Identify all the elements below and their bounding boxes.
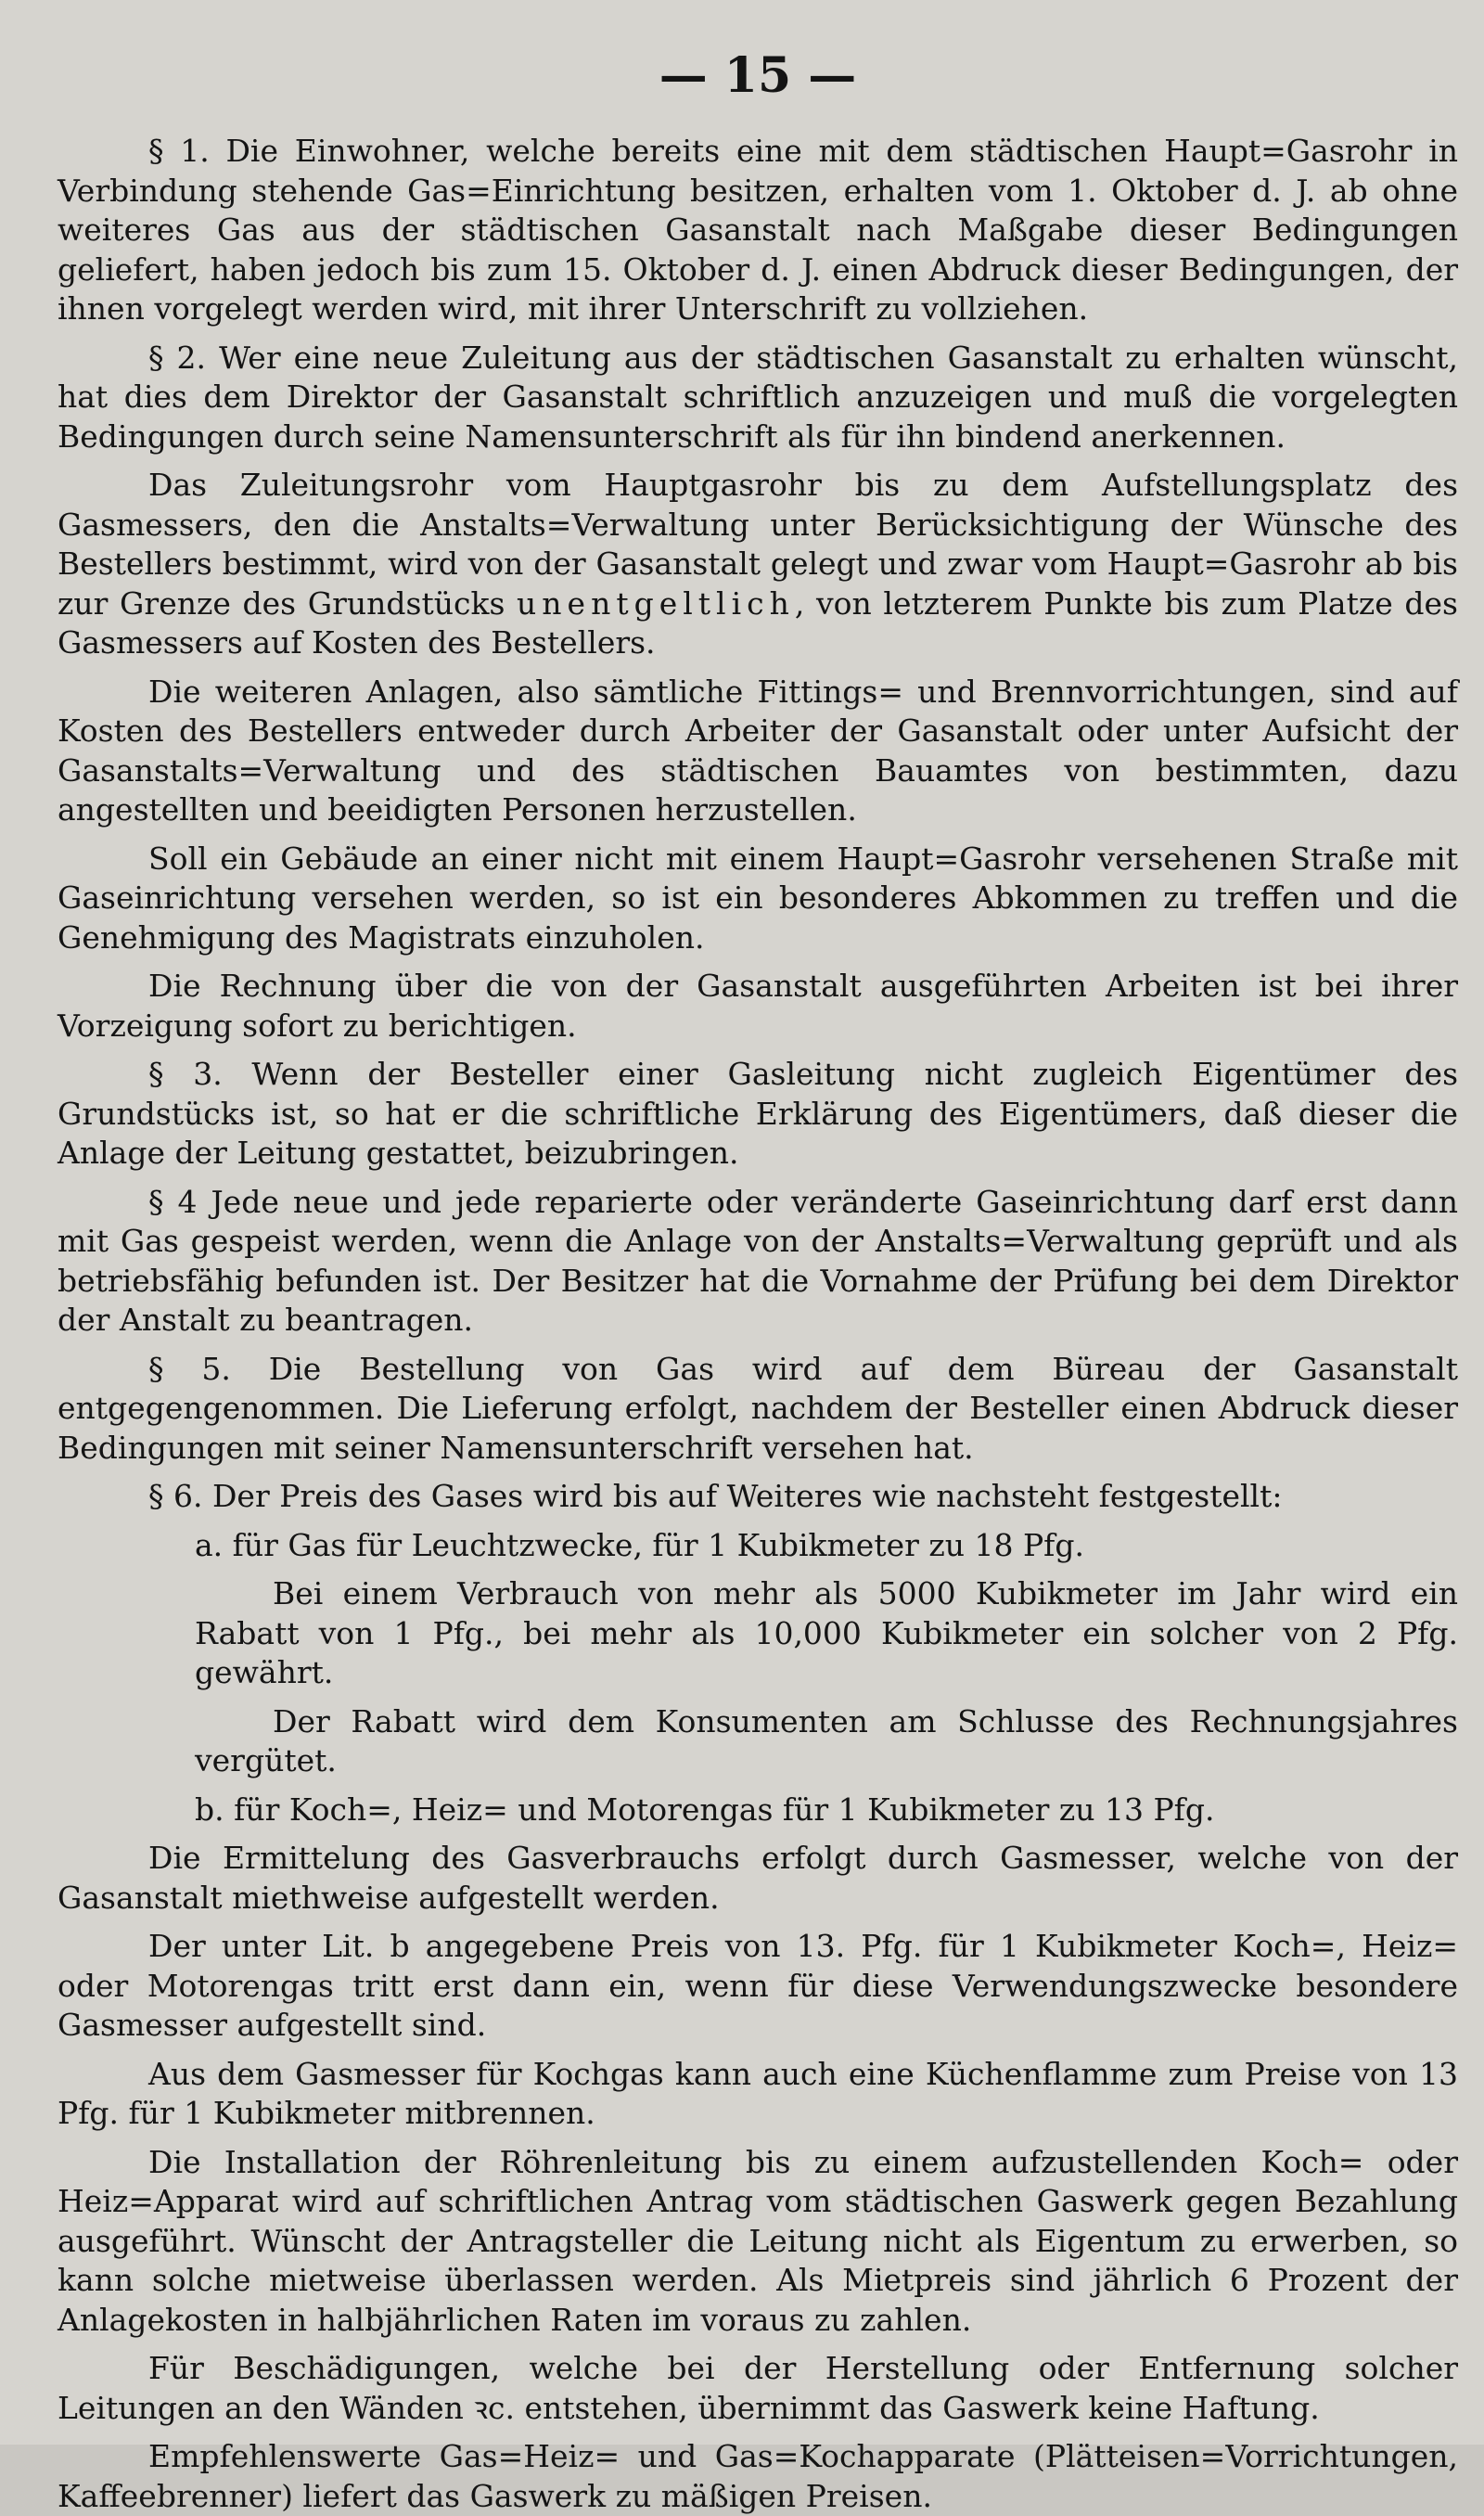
paragraph-1: § 1. Die Einwohner, welche bereits eine mit dem städtischen Haupt=Gasrohr in Verbindung stehende Gas=Einrichtung besitzen, erhalten vom 1. Oktober d. J. ab ohne weiteres Gas aus der städtischen Gasanstalt nach Maßgabe dieser Bedingungen geliefert, haben jedoch bis zum 15. Oktober d. J. einen Abdruck dieser Bedingungen, der ihnen vorgelegt werden wird, mit ihrer Unterschrift zu vollziehen. — [58, 133, 1458, 327]
paragraph-11: a. für Gas für Leuchtzwecke, für 1 Kubikmeter zu 18 Pfg. — [195, 1526, 1085, 1563]
paragraph-17: Aus dem Gasmesser für Kochgas kann auch eine Küchenflamme zum Preise von 13 Pfg. für 1 Kubikmeter mitbrennen. — [58, 2055, 1458, 2131]
paragraph-12: Bei einem Verbrauch von mehr als 5000 Kubikmeter im Jahr wird ein Rabatt von 1 Pfg., bei mehr als 10,000 Kubikmeter ein solcher von 2 Pfg. gewährt. — [195, 1575, 1458, 1690]
paragraph-3-part-1: Das Zuleitungsrohr vom Hauptgasrohr bis zu dem Aufstellungsplatz des Gasmessers, den die Anstalts=Verwaltung unter Berücksichtigung der Wünsche des Bestellers bestimmt, wird von der Gasanstalt gelegt und zwar vom Haupt=Gasrohr ab bis zur Grenze des Grundstücks — [58, 467, 1458, 622]
paragraph-6: Die Rechnung über die von der Gasanstalt ausgeführten Arbeiten ist bei ihrer Vorzeigung sofort zu berichtigen. — [58, 968, 1458, 1044]
paragraph-14: b. für Koch=, Heiz= und Motorengas für 1 Kubikmeter zu 13 Pfg. — [195, 1791, 1215, 1828]
paragraph-7: § 3. Wenn der Besteller einer Gasleitung nicht zugleich Eigentümer des Grundstücks ist, so hat er die schriftliche Erklärung des Eigentümers, daß dieser die Anlage der Leitung gestattet, beizubringen. — [58, 1056, 1458, 1171]
paragraph-15: Die Ermittelung des Gasverbrauchs erfolgt durch Gasmesser, welche von der Gasanstalt miethweise aufgestellt werden. — [58, 1840, 1458, 1916]
paragraph-2: § 2. Wer eine neue Zuleitung aus der städtischen Gasanstalt zu erhalten wünscht, hat dies dem Direktor der Gasanstalt schriftlich anzuzeigen und muß die vorgelegten Bedingungen durch seine Namensunterschrift als für ihn bindend anerkennen. — [58, 339, 1458, 455]
paragraph-19: Für Beschädigungen, welche bei der Herstellung oder Entfernung solcher Leitungen an den Wänden ꝛc. entstehen, übernimmt das Gaswerk keine Haftung. — [58, 2350, 1458, 2426]
paragraph-4: Die weiteren Anlagen, also sämtliche Fittings= und Brennvorrichtungen, sind auf Kosten des Bestellers entweder durch Arbeiter der Gasanstalt oder unter Aufsicht der Gasanstalts=Verwaltung und des städtischen Bauamtes von bestimmten, dazu angestellten und beeidigten Personen herzustellen. — [58, 673, 1458, 828]
paragraph-9: § 5. Die Bestellung von Gas wird auf dem Büreau der Gasanstalt entgegengenommen. Die Lieferung erfolgt, nachdem der Besteller einen Abdruck dieser Bedingungen mit seiner Namensunterschrift versehen hat. — [58, 1350, 1458, 1466]
paragraph-3 — [58, 466, 1458, 663]
paragraph-8: § 4 Jede neue und jede reparierte oder veränderte Gaseinrichtung darf erst dann mit Gas gespeist werden, wenn die Anlage von der Anstalts=Verwaltung geprüft und als betriebsfähig befunden ist. Der Besitzer hat die Vornahme der Prüfung bei dem Direktor der Anstalt zu beantragen. — [58, 1183, 1458, 1338]
paragraph-3-part-2: , von letzterem Punkte bis zum Platze des Gasmessers auf Kosten des Bestellers. — [58, 584, 1458, 661]
page-number: — 15 — — [659, 47, 857, 104]
paragraph-20: Empfehlenswerte Gas=Heiz= und Gas=Kochapparate (Plätteisen=Vorrichtungen, Kaffeebrenner) liefert das Gaswerk zu mäßigen Preisen. — [58, 2438, 1458, 2514]
paragraph-3-spaced-word: unentgeltlich — [517, 584, 795, 622]
paragraph-13: Der Rabatt wird dem Konsumenten am Schlusse des Rechnungsjahres vergütet. — [195, 1702, 1458, 1778]
paragraph-10: § 6. Der Preis des Gases wird bis auf Weiteres wie nachsteht festgestellt: — [148, 1478, 1283, 1514]
paragraph-16: Der unter Lit. b angegebene Preis von 13. Pfg. für 1 Kubikmeter Koch=, Heiz= oder Motorengas tritt erst dann ein, wenn für diese Verwendungszwecke besondere Gasmesser aufgestellt sind. — [58, 1928, 1458, 2043]
paragraph-18: Die Installation der Röhrenleitung bis zu einem aufzustellenden Koch= oder Heiz=Apparat wird auf schriftlichen Antrag vom städtischen Gaswerk gegen Bezahlung ausgeführt. Wünscht der Antragsteller die Leitung nicht als Eigentum zu erwerben, so kann solche mietweise überlassen werden. Als Mietpreis sind jährlich 6 Prozent der Anlagekosten in halbjährlichen Raten im voraus zu zahlen. — [58, 2143, 1458, 2338]
paragraph-5: Soll ein Gebäude an einer nicht mit einem Haupt=Gasrohr versehenen Straße mit Gaseinrichtung versehen werden, so ist ein besonderes Abkommen zu treffen und die Genehmigung des Magistrats einzuholen. — [58, 840, 1458, 956]
